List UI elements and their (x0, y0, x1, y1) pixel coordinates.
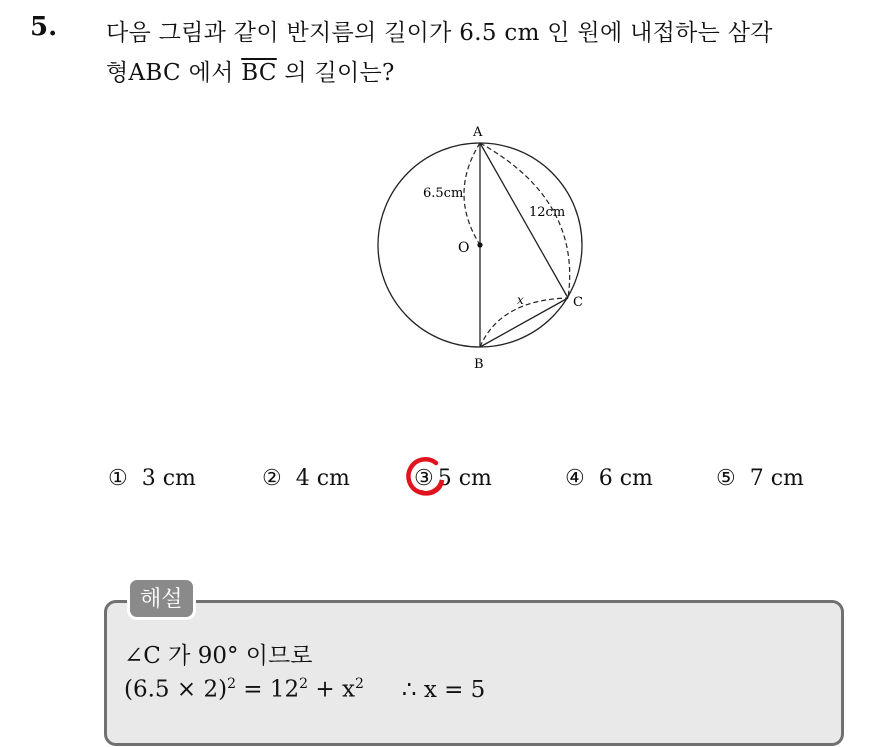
choice-1-text: 3 cm (141, 466, 196, 491)
question-text-line1: 다음 그림과 같이 반지름의 길이가 6.5 cm 인 원에 내접하는 삼각 (106, 20, 773, 46)
choice-2-text: 4 cm (295, 466, 350, 491)
solution-conclusion: ∴ x = 5 (401, 676, 486, 703)
answer-ring-stroke (408, 459, 442, 493)
solution-exp2: 2 (299, 676, 309, 692)
label-c: C (573, 295, 583, 310)
question-text-suffix: 의 길이는? (276, 60, 395, 86)
label-ac-length: 12cm (529, 205, 566, 220)
question-number: 5. (30, 12, 58, 42)
label-b: B (474, 357, 484, 372)
segment-bc (480, 298, 568, 347)
center-point (477, 242, 482, 247)
question-text-line2 (106, 54, 395, 87)
solution-lhs: (6.5 × 2) (124, 676, 228, 703)
solution-exp1: 2 (227, 676, 236, 692)
choice-1[interactable] (108, 466, 196, 491)
choice-2[interactable] (262, 466, 350, 491)
segment-bc-label: $\overline{BC}$ (241, 60, 277, 86)
choice-4-mark: ④ (565, 466, 585, 491)
solution-line2 (124, 676, 485, 703)
question-text-prefix: 형ABC 에서 (106, 60, 242, 86)
circle-figure (360, 112, 610, 382)
segment-ac (480, 143, 568, 298)
selected-answer-ring (402, 453, 448, 499)
solution-mid: = 12 (235, 676, 300, 703)
solution-box (104, 600, 844, 746)
label-a: A (473, 125, 483, 140)
radius-dashed-brace (464, 143, 480, 245)
solution-exp3: 2 (354, 676, 364, 692)
solution-line1: ∠C 가 90° 이므로 (124, 643, 313, 669)
choice-4-text: 6 cm (598, 466, 653, 491)
choice-5-text: 7 cm (749, 466, 804, 491)
choice-2-mark: ② (262, 466, 282, 491)
solution-tag: 해설 (127, 577, 196, 620)
choice-3-mark: ③ (414, 466, 434, 491)
solution-plus-x: + x (308, 676, 355, 703)
choice-1-mark: ① (108, 466, 128, 491)
label-x: x (517, 293, 524, 307)
choice-3-text: 5 cm (437, 466, 492, 491)
label-o: O (458, 240, 470, 256)
label-radius: 6.5cm (423, 186, 464, 201)
choice-5-mark: ⑤ (716, 466, 736, 491)
choice-5[interactable] (716, 466, 804, 491)
choice-4[interactable] (565, 466, 653, 491)
